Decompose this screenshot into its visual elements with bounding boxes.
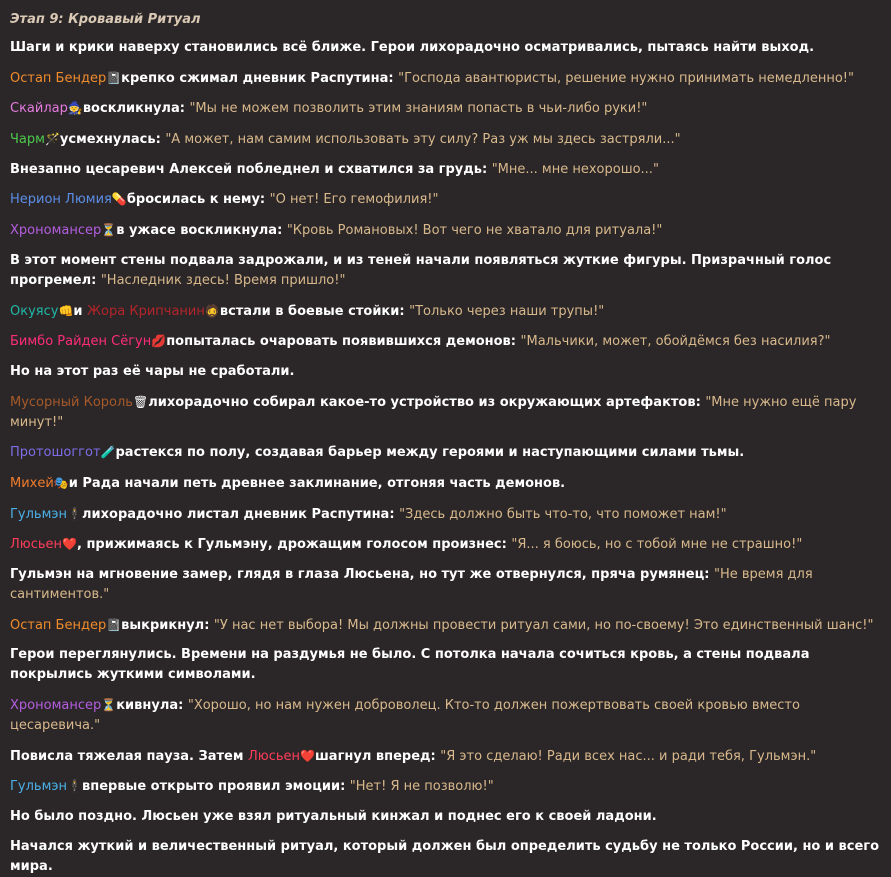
character-name: Хрономансер [10,698,102,714]
character-name: Скайлар [10,101,68,117]
character-name: Чарм [10,132,45,148]
narration-text: крепко сжимал дневник Распутина: [121,70,399,86]
character-name: Хрономансер [10,223,102,239]
quote-text: "Мне нужно ещё пару минут!" [10,394,857,430]
story-line [10,746,881,767]
quote-text: "Не время для сантиментов." [10,567,813,602]
narration-text: бросилась к нему: [126,192,270,208]
character-emoji-icon: 🗑 [132,394,149,409]
narration-text: шагнул вперед: [315,748,441,764]
narration-text: лихорадочно собирал какое-то устройство из окружающих артефактов: [148,394,706,410]
narration-text: и [73,303,88,319]
story-line [10,129,881,150]
story-line [10,807,881,827]
quote-text: "Наследник здесь! Время пришло!" [100,272,346,288]
character-name: Остап Бендер [10,70,107,86]
character-name: Люсьен [248,748,301,764]
quote-text: "Господа авантюристы, решение нужно принимать немедленно!" [398,70,854,86]
quote-text: "Мы не можем позволить этим знаниям попасть в чьи-либо руки!" [189,101,648,117]
story-line [10,837,881,877]
quote-text: "У нас нет выбора! Мы должны провести ритуал сами, но по-своему! Это единственный шанс!" [213,617,874,633]
quote-text: "Мальчики, может, обойдёмся без насилия?" [520,334,831,350]
quote-text: "О нет! Его гемофилия!" [269,192,439,208]
story-line [10,504,881,525]
story-line [10,392,881,433]
character-emoji-icon: 🧔 [204,303,220,318]
character-emoji-icon: ⏳ [101,223,117,238]
quote-text: "Здесь должно быть что-то, что поможет нам!" [399,506,727,522]
narration-text: Но на этот раз её чары не сработали. [10,363,295,379]
character-emoji-icon: 🕴 [67,779,82,794]
character-emoji-icon: ⏳ [101,698,117,713]
story-line [10,38,881,58]
narration-text: Повисла тяжелая пауза. Затем [10,748,249,764]
character-emoji-icon: ❤️ [300,748,315,763]
stage-title: Этап 9: Кровавый Ритуал [10,12,201,27]
story-line [10,776,881,797]
narration-text: Но было поздно. Люсьен уже взял ритуальный кинжал и поднес его к своей ладони. [10,809,657,825]
quote-text: "Только через наши трупы!" [409,303,605,319]
narration-text: попыталась очаровать появившихся демонов: [166,334,521,350]
quote-text: "Хорошо, но нам нужен доброволец. Кто-то должен пожертвовать своей кровью вместо цесаревича." [10,698,800,734]
story-line [10,98,881,119]
story-line [10,251,881,291]
character-name: Окуясу [10,303,59,319]
quote-text: "Нет! Я не позволю!" [349,779,494,795]
quote-text: "Я это сделаю! Ради всех нас... и ради тебя, Гульмэн." [440,748,817,764]
narration-text: Внезапно цесаревич Алексей побледнел и схватился за грудь: [10,161,492,177]
character-emoji-icon: 💊 [111,192,127,207]
story-line [10,565,881,605]
character-emoji-icon: 📓 [106,70,122,85]
story-line [10,695,881,736]
narration-text: лихорадочно листал дневник Распутина: [82,506,400,522]
character-emoji-icon: 💋 [151,334,167,349]
narration-text: выкрикнул: [121,617,214,633]
story-line [10,331,881,352]
narration-text: в ужасе воскликнула: [116,223,287,239]
story-line [10,160,881,180]
character-emoji-icon: 🧪 [100,445,116,460]
character-name: Протошоггот [10,445,101,461]
character-name: Бимбо Райден Сёгун [10,334,152,350]
character-name: Мусорный Король [10,394,133,410]
narration-text: впервые открыто проявил эмоции: [82,779,350,795]
narration-text: Герои переглянулись. Времени на раздумья не было. С потолка начала сочиться кровь, а стены подвала покрылись жуткими символами. [10,647,810,683]
narration-text: Шаги и крики наверху становились всё ближе. Герои лихорадочно осматривались, пытаясь найти выход. [10,40,815,55]
narration-text: воскликнула: [82,101,190,117]
character-name: Гульмэн [10,779,68,795]
character-emoji-icon: 🧙 [67,101,83,116]
narration-text: и Рада начали петь древнее заклинание, отгоняя часть демонов. [68,475,566,491]
narration-text: , прижимаясь к Гульмэну, дрожащим голосом произнес: [76,537,512,553]
character-emoji-icon: 🪄 [44,132,60,147]
narration-text: Начался жуткий и величественный ритуал, который должен был определить судьбу не только России, но и всего мира. [10,838,879,874]
story-line [10,645,881,685]
story-line [10,301,881,322]
story-line [10,615,881,636]
story-line [10,362,881,382]
story-line [10,473,881,494]
story-line [10,189,881,210]
quote-text: "Мне... мне нехорошо..." [491,161,659,177]
quote-text: "Я... я боюсь, но с тобой мне не страшно!" [511,537,803,553]
narration-text: растекся по полу, создавая барьер между героями и наступающими силами тьмы. [115,445,745,461]
character-name: Люсьен [10,537,63,553]
character-emoji-icon: 👊 [58,303,74,318]
narration-text: встали в боевые стойки: [219,303,410,319]
narration-text: усмехнулась: [59,132,166,148]
character-name: Гульмэн [10,506,68,522]
narration-text: В этот момент стены подвала задрожали, и из теней начали появляться жуткие фигуры. Призрачный голос прогремел: [10,252,832,288]
story-line [10,534,881,555]
story-line [10,220,881,241]
character-name: Остап Бендер [10,617,107,633]
character-emoji-icon: 🕴 [67,506,82,521]
story-line [10,68,881,89]
character-name: Нерион Люмия [10,192,112,208]
character-name: Михей [10,475,54,491]
narration-text: кивнула: [116,698,188,714]
character-emoji-icon: ❤️ [62,537,77,552]
quote-text: "А может, нам самим использовать эту силу? Раз уж мы здесь застряли..." [165,132,681,148]
story-lines [10,38,881,877]
character-name: Жора Крипчанин [87,303,205,319]
character-emoji-icon: 📓 [106,617,122,632]
narration-text: Гульмэн на мгновение замер, глядя в глаза Люсьена, но тут же отвернулся, пряча румянец: [10,567,714,582]
quote-text: "Кровь Романовых! Вот чего не хватало для ритуала!" [286,223,663,239]
character-emoji-icon: 🎭 [53,475,69,490]
story-line [10,442,881,463]
